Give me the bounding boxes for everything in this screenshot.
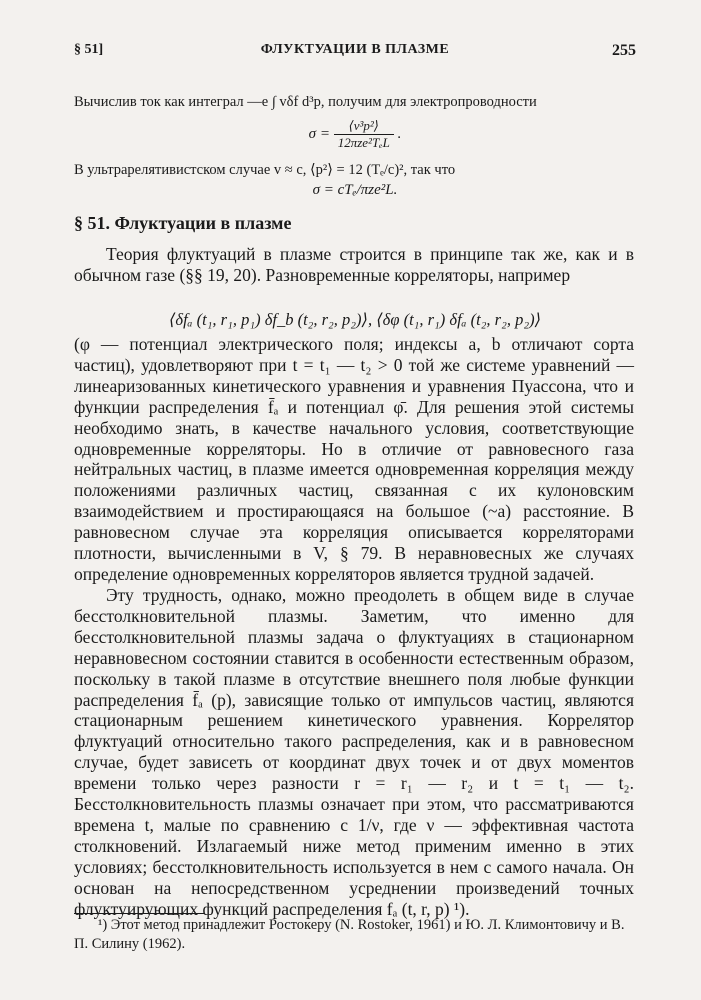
intro-line-2: В ультрарелятивистском случае v ≈ c, ⟨p²⟩ = 12 (Tₑ/c)², так что bbox=[74, 162, 456, 178]
paragraph-3: Эту трудность, однако, можно преодолеть в общем виде в случае бесстолкновительной плазмы. Заметим, что именно для бесстолкновительной плазмы задача о флуктуациях в стационарном неравновесном состоянии ставится в особенности естественным образом, поскольку в такой плазме в отсутствие внешнего поля любые функции распределения f̄ₐ (p), зависящие только от импульсов частиц, являются стационарным решением кинетического уравнения. Коррелятор флуктуаций относительно такого распределения, как и в равновесном случае, будет зависеть от координат двух точек и от двух моментов времени только через разности r = r₁ — r₂ и t = t₁ — t₂. Бесстолкновительность плазмы означает при этом, что рассматриваются времена t, малые по сравнению с 1/ν, где ν — эффективная частота столкновений. Излагаемый ниже метод применим именно в этих условиях; бесстолкновительность используется в нем с самого начала. Он основан на непосредственном усреднении произведений точных флуктуирующих функций распределения fₐ (t, r, p) ¹). bbox=[74, 585, 634, 919]
fraction-numerator: ⟨v³p²⟩ bbox=[334, 118, 394, 135]
paragraph-1: Теория флуктуаций в плазме строится в принципе так же, как и в обычном газе (§§ 19, 20). Разновременные корреляторы, например bbox=[74, 244, 634, 285]
footnote-rule bbox=[74, 913, 204, 914]
paragraph-2: (φ — потенциал электрического поля; индексы a, b отличают сорта частиц), удовлетворяют при t = t₁ — t₂ > 0 той же системе уравнений — линеаризованных кинетического уравнения и уравнения Пуассона, что и функции распределения f̄ₐ и потенциал φ̄. Для решения этой системы необходимо знать, в качестве начального условия, соответствующие одновременные корреляторы. Но в отличие от равновесного газа нейтральных частиц, в плазме имеется одновременная корреляция между положениями различных частиц, связанная с их кулоновским взаимодействием и простирающаяся на большое (~a) расстояние. В равновесном случае эта корреляция описывается корреляторами плотности, вычисленными в V, § 79. В неравновесных же случаях определение одновременных корреляторов является трудной задачей. bbox=[74, 334, 634, 584]
fraction-denominator: 12πze²TₑL bbox=[337, 135, 390, 150]
correlator-formula: ⟨δfₐ (t₁, r₁, p₁) δf_b (t₂, r₂, p₂)⟩, ⟨δφ (t₁, r₁) δfₐ (t₂, r₂, p₂)⟩ bbox=[168, 310, 542, 329]
running-title: ФЛУКТУАЦИИ В ПЛАЗМЕ bbox=[260, 42, 450, 57]
footnote: ¹) Этот метод принадлежит Ростокеру (N. Rostoker, 1961) и Ю. Л. Климонтовичу и В. П. Силину (1962). bbox=[74, 917, 625, 952]
section-reference: § 51] bbox=[74, 42, 104, 57]
intro-line-1: Вычислив ток как интеграл —e ∫ vδf d³p, получим для электропроводности bbox=[74, 94, 537, 110]
section-title: § 51. Флуктуации в плазме bbox=[74, 213, 292, 233]
fraction bbox=[334, 118, 394, 151]
ultrarelativistic-equation: σ = cTₑ/πze²L. bbox=[312, 182, 398, 198]
sigma-lhs: σ = bbox=[308, 125, 330, 142]
running-header bbox=[74, 42, 636, 64]
page-number: 255 bbox=[612, 42, 636, 59]
conductivity-equation: σ = $\frac{\text{⟨v³p²⟩}}{\text{12πze²TₑL}}$ . bbox=[308, 118, 402, 150]
